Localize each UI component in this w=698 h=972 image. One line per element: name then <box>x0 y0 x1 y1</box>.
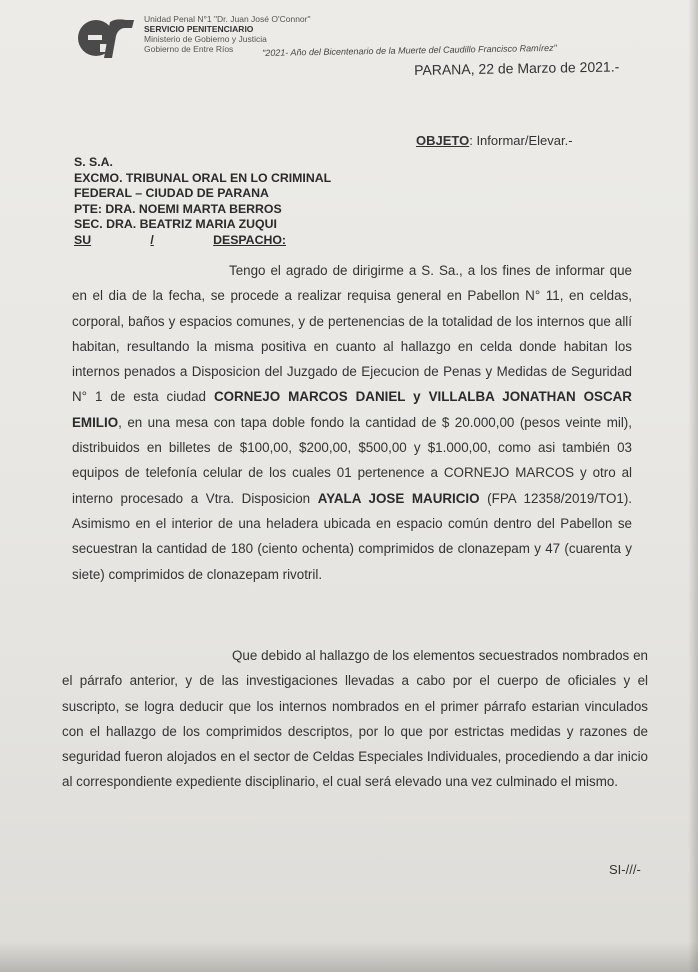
paragraph-text: Que debido al hallazgo de los elementos secuestrados nombrados en el párrafo anterior, y de las investigaciones llevadas a cabo por el cuerpo de oficiales y el suscripto, se logra deducir que los internos nombrados en el primer párrafo estarian vinculados con el hallazgo de los comprimidos descriptos, por lo que por estrictas medidas y razones de seguridad fueron alojados en el sector de Celdas Especiales Individuales, procediendo a dar inicio al correspondiente expediente disciplinario, el cual será elevado una vez culminado el mismo. <box>62 648 648 790</box>
addressee-line: S. S.A. <box>74 155 113 169</box>
letterhead-government: Gobierno de Entre Ríos <box>144 44 234 54</box>
subject-line <box>416 133 573 148</box>
inmate-name-bold: AYALA JOSE MAURICIO <box>317 490 480 506</box>
body-paragraph-2 <box>62 643 648 795</box>
paragraph-text: , en una mesa con tapa doble fondo la cantidad de $ 20.000,00 (pesos veinte mil), distribuidos en billetes de $100,00, $200,00, $500,00 y $1.000,00, como asi también 03 equipos de telefonía celular de los cuales 01 pertenence a CORNEJO MARCOS y otro al interno procesado a Vtra. Disposicion <box>72 414 632 506</box>
place-date: PARANA, 22 de Marzo de 2021.- <box>414 58 620 78</box>
letterhead-unit: Unidad Penal N°1 "Dr. Juan José O'Connor" <box>144 14 311 24</box>
inmate-names-bold: CORNEJO MARCOS DANIEL y VILLALBA JONATHAN OSCAR EMILIO <box>72 389 632 430</box>
despacho-text: DESPACHO: <box>213 232 286 247</box>
year-motto: "2021- Año del Bicentenario de la Muerte del Caudillo Francisco Ramírez" <box>262 42 557 58</box>
su-text: SU <box>74 232 92 247</box>
page-edge-shadow <box>688 0 698 972</box>
subject-label: OBJETO <box>416 133 470 148</box>
paragraph-text: (FPA 12358/2019/TO1). Asimismo en el interior de una heladera ubicada en espacio común dentro del Pabellon se secuestran la cantidad de 180 (ciento ochenta) comprimidos de clonazepam y 47 (cuarenta y siete) comprimidos de clonazepam rivotril. <box>72 490 633 582</box>
su-slash: / <box>150 232 154 247</box>
addressee-line: PTE: DRA. NOEMI MARTA BERROS <box>74 201 282 216</box>
addressee-line: EXCMO. TRIBUNAL ORAL EN LO CRIMINAL <box>74 170 332 185</box>
su-despacho-line <box>74 233 286 249</box>
addressee-block <box>74 155 331 248</box>
letterhead-ministry: Ministerio de Gobierno y Justicia <box>144 34 267 44</box>
letterhead-service: SERVICIO PENITENCIARIO <box>144 24 254 34</box>
addressee-line: SEC. DRA. BEATRIZ MARIA ZUQUI <box>74 217 277 231</box>
addressee-line: FEDERAL – CIUDAD DE PARANA <box>74 186 269 200</box>
continuation-mark: SI-///- <box>609 862 641 877</box>
er-logo-icon <box>76 14 138 60</box>
page-bottom-shadow <box>0 942 698 972</box>
paragraph-text: Tengo el agrado de dirigirme a S. Sa., a los fines de informar que en el dia de la fecha, se procede a realizar requisa general en Pabellon N° 11, en celdas, corporal, baños y espacios comunes, y de pertenencias de la totalidad de los internos que allí habitan, resultando la misma positiva en cuanto al hallazgo en celda donde habitan los internos penados a Disposicion del Juzgado de Ejecucion de Penas y Medidas de Seguridad N° 1 de esta ciudad <box>72 263 632 405</box>
body-paragraph-1 <box>72 258 632 587</box>
subject-value: : Informar/Elevar.- <box>469 133 573 148</box>
